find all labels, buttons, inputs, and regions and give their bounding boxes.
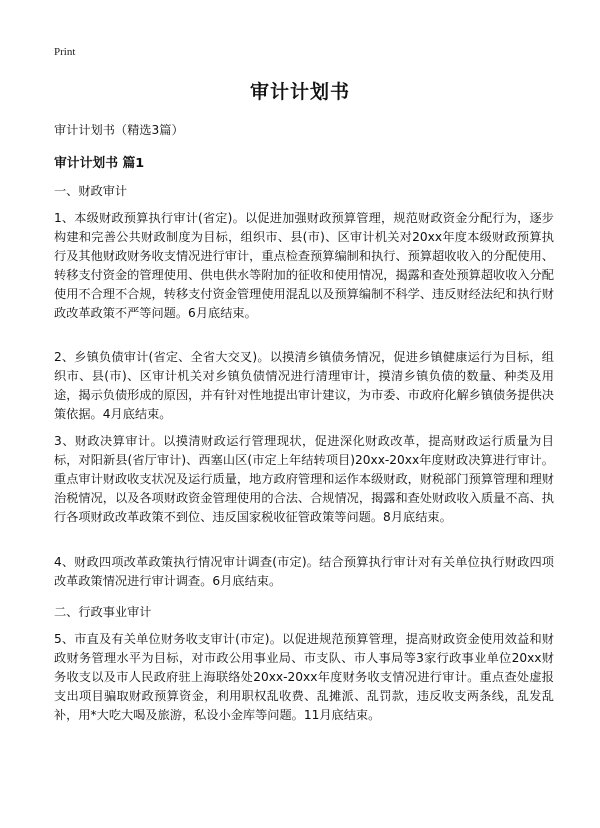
- document-title: 审计计划书: [249, 81, 350, 103]
- part-heading-administrative-audit: 二、行政事业审计: [54, 605, 152, 619]
- document-subtitle: 审计计划书（精选3篇）: [54, 123, 184, 137]
- paragraph-2: 2、乡镇负债审计(省定、全省大交叉)。以摸清乡镇债务情况，促进乡镇健康运行为目标，组织市、县(市)、区审计机关对乡镇负债情况进行清理审计，摸清乡镇负债的数量、种类及用途，揭示负债形成的原因，并有针对性地提出审计建议，为市委、市政府化解乡镇债务提供决策依据。4月底结束。: [54, 350, 554, 421]
- paragraph-1: 1、本级财政预算执行审计(省定)。以促进加强财政预算管理，规范财政资金分配行为，逐步构建和完善公共财政制度为目标，组织市、县(市)、区审计机关对20xx年度本级财政预算执行及其他财政财务收支情况进行审计，重点检查预算编制和执行、预算超收收入的分配使用、转移支付资金的管理使用、供电供水等附加的征收和使用情况，揭露和查处预算超收收入分配使用不合理不合规，转移支付资金管理使用混乱以及预算编制不科学、违反财经法纪和执行财政改革政策不严等问题。6月底结束。: [54, 211, 554, 320]
- paragraph-5: 5、市直及有关单位财务收支审计(市定)。以促进规范预算管理，提高财政资金使用效益和财政财务管理水平为目标，对市政公用事业局、市支队、市人事局等3家行政事业单位20xx财务收支以及市人民政府驻上海联络处20xx-20xx年度财务收支情况进行审计。重点查处虚报支出项目骗取财政预算资金，利用职权乱收费、乱摊派、乱罚款，违反收支两条线，乱发乱补，用*大吃大喝及旅游，私设小金库等问题。11月底结束。: [54, 632, 554, 722]
- print-label: Print: [54, 46, 76, 58]
- paragraph-4: 4、财政四项改革政策执行情况审计调查(市定)。结合预算执行审计对有关单位执行财政四项改革政策情况进行审计调查。6月底结束。: [54, 555, 554, 588]
- paragraph-3: 3、财政决算审计。以摸清财政运行管理现状，促进深化财政改革，提高财政运行质量为目标，对阳新县(省厅审计)、西塞山区(市定上年结转项目)20xx-20xx年度财政决算进行审计。重点审计财政收支状况及运行质量，地方政府管理和运作本级财政，财税部门预算管理和理财治税情况，以及各项财政资金管理使用的合法、合规情况，揭露和查处财政收入质量不高、执行各项财政改革政策不到位、违反国家税收征管政策等问题。8月底结束。: [54, 434, 554, 524]
- section-heading: 审计计划书 篇1: [54, 156, 145, 171]
- part-heading-finance-audit: 一、财政审计: [54, 184, 128, 198]
